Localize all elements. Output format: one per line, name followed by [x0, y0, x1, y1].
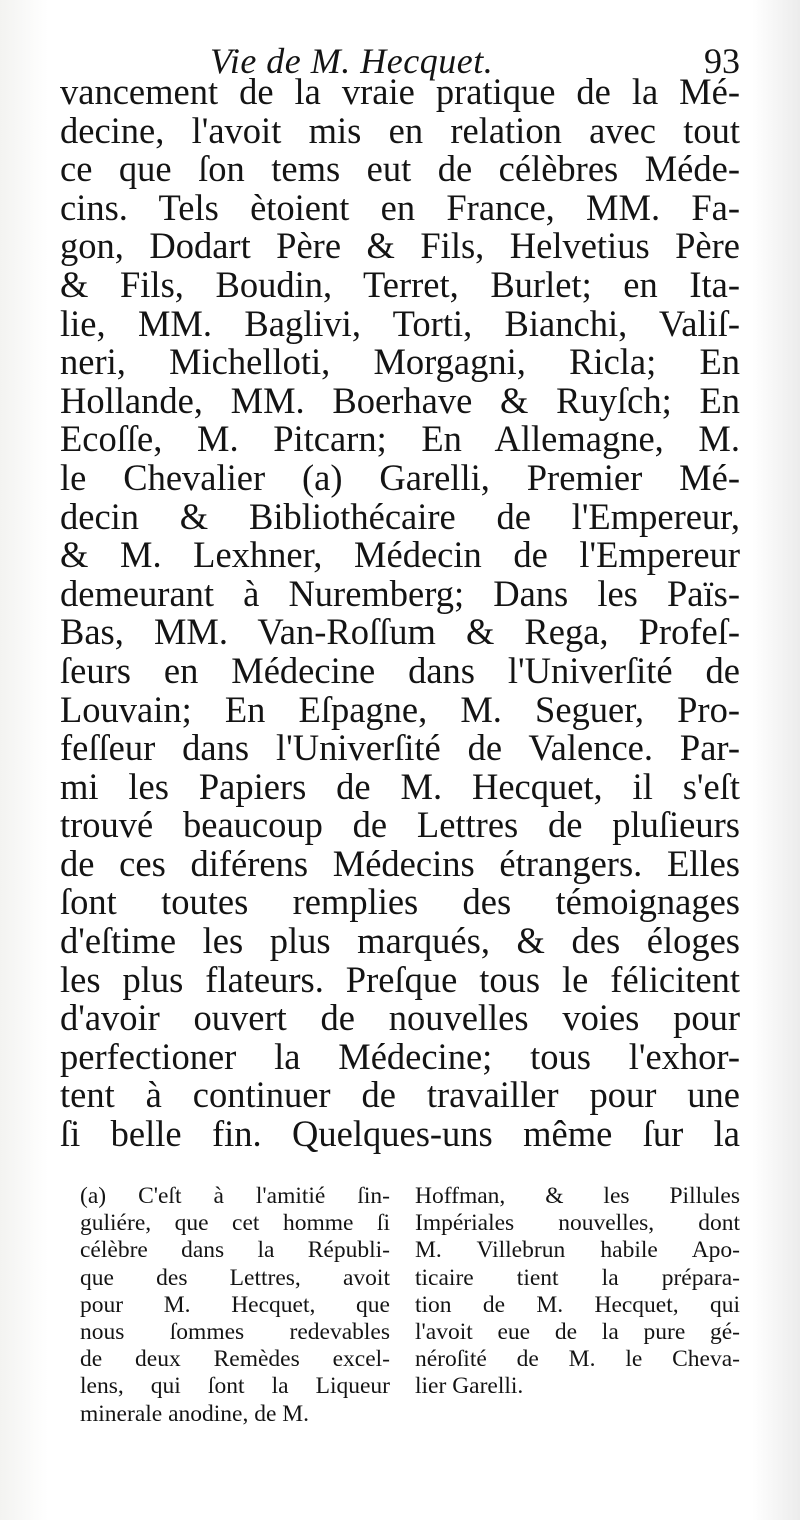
text-line: les plus flateurs. Preſque tous le félicitent — [60, 958, 740, 1000]
body-text — [60, 73, 740, 1154]
footnote-line: lier Garelli. — [415, 1373, 524, 1400]
footnote-line: célèbre dans la Républi- — [80, 1237, 390, 1264]
text-line: demeurant à Nuremberg; Dans les Païs- — [60, 572, 740, 614]
text-line: cins. Tels ètoient en France, MM. Fa- — [60, 186, 740, 228]
text-line: d'eſtime les plus marqués, & des éloges — [60, 920, 740, 962]
text-line: Hollande, MM. Boerhave & Ruyſch; En — [60, 379, 740, 421]
footnote-line: ticaire tient la prépara- — [415, 1264, 740, 1291]
text-line: & Fils, Boudin, Terret, Burlet; en Ita- — [60, 263, 740, 305]
footnote-line: de deux Remèdes excel- — [80, 1346, 390, 1373]
text-line: vancement de la vraie pratique de la Mé- — [60, 71, 740, 112]
footnote-line: l'avoit eue de la pure gé- — [415, 1318, 740, 1345]
text-line: le Chevalier (a) Garelli, Premier Mé- — [60, 456, 740, 498]
footnote — [60, 1183, 740, 1483]
footnote-line: tion de M. Hecquet, qui — [415, 1291, 740, 1318]
footnote-line: lens, qui ſont la Liqueur — [80, 1373, 390, 1400]
footnote-line: Impériales nouvelles, dont — [415, 1210, 740, 1237]
footnote-line: M. Villebrun habile Apo- — [415, 1237, 740, 1264]
text-line: d'avoir ouvert de nouvelles voies pour — [60, 997, 740, 1039]
text-line: feſſeur dans l'Univerſité de Valence. Par- — [60, 727, 740, 769]
footnote-line: que des Lettres, avoit — [80, 1264, 390, 1291]
text-line: gon, Dodart Père & Fils, Helvetius Père — [60, 225, 740, 267]
text-line: ſeurs en Médecine dans l'Univerſité de — [60, 649, 740, 691]
footnote-left-column — [80, 1183, 390, 1428]
text-line: ce que ſon tems eut de célèbres Méde- — [60, 148, 740, 190]
text-line: Bas, MM. Van-Roſſum & Rega, Profeſ- — [60, 611, 740, 653]
text-line: lie, MM. Baglivi, Torti, Bianchi, Valiſ- — [60, 302, 740, 344]
text-line: trouvé beaucoup de Lettres de pluſieurs — [60, 804, 740, 846]
text-line: decin & Bibliothécaire de l'Empereur, — [60, 495, 740, 537]
text-line: decine, l'avoit mis en relation avec tout — [60, 109, 740, 151]
text-line: neri, Michelloti, Morgagni, Ricla; En — [60, 341, 740, 383]
text-line: mi les Papiers de M. Hecquet, il s'eſt — [60, 765, 740, 807]
text-line: ſont toutes remplies des témoignages — [60, 881, 740, 923]
text-line: perfectioner la Médecine; tous l'exhor- — [60, 1035, 740, 1077]
text-line: tent à continuer de travailler pour une — [60, 1074, 740, 1116]
text-line: ſi belle fin. Quelques-uns même ſur la — [60, 1113, 740, 1155]
footnote-line: pour M. Hecquet, que — [80, 1291, 390, 1318]
page-number: 93 — [704, 41, 740, 81]
text-line: & M. Lexhner, Médecin de l'Empereur — [60, 534, 740, 576]
footnote-line: néroſité de M. le Cheva- — [415, 1346, 740, 1373]
text-line: Ecoſſe, M. Pitcarn; En Allemagne, M. — [60, 418, 740, 460]
footnote-line: guliére, que cet homme ſi — [80, 1210, 390, 1237]
running-title: Vie de M. Hecquet. — [210, 41, 494, 81]
footnote-line: nous ſommes redevables — [80, 1318, 390, 1345]
text-line: Louvain; En Eſpagne, M. Seguer, Pro- — [60, 688, 740, 730]
footnote-line: Hoffman, & les Pillules — [415, 1183, 740, 1209]
footnote-line: minerale anodine, de M. — [80, 1400, 310, 1427]
text-line: de ces diférens Médecins étrangers. Elles — [60, 842, 740, 884]
footnote-right-column — [415, 1183, 740, 1401]
footnote-line: (a) C'eſt à l'amitié ſin- — [80, 1183, 390, 1209]
